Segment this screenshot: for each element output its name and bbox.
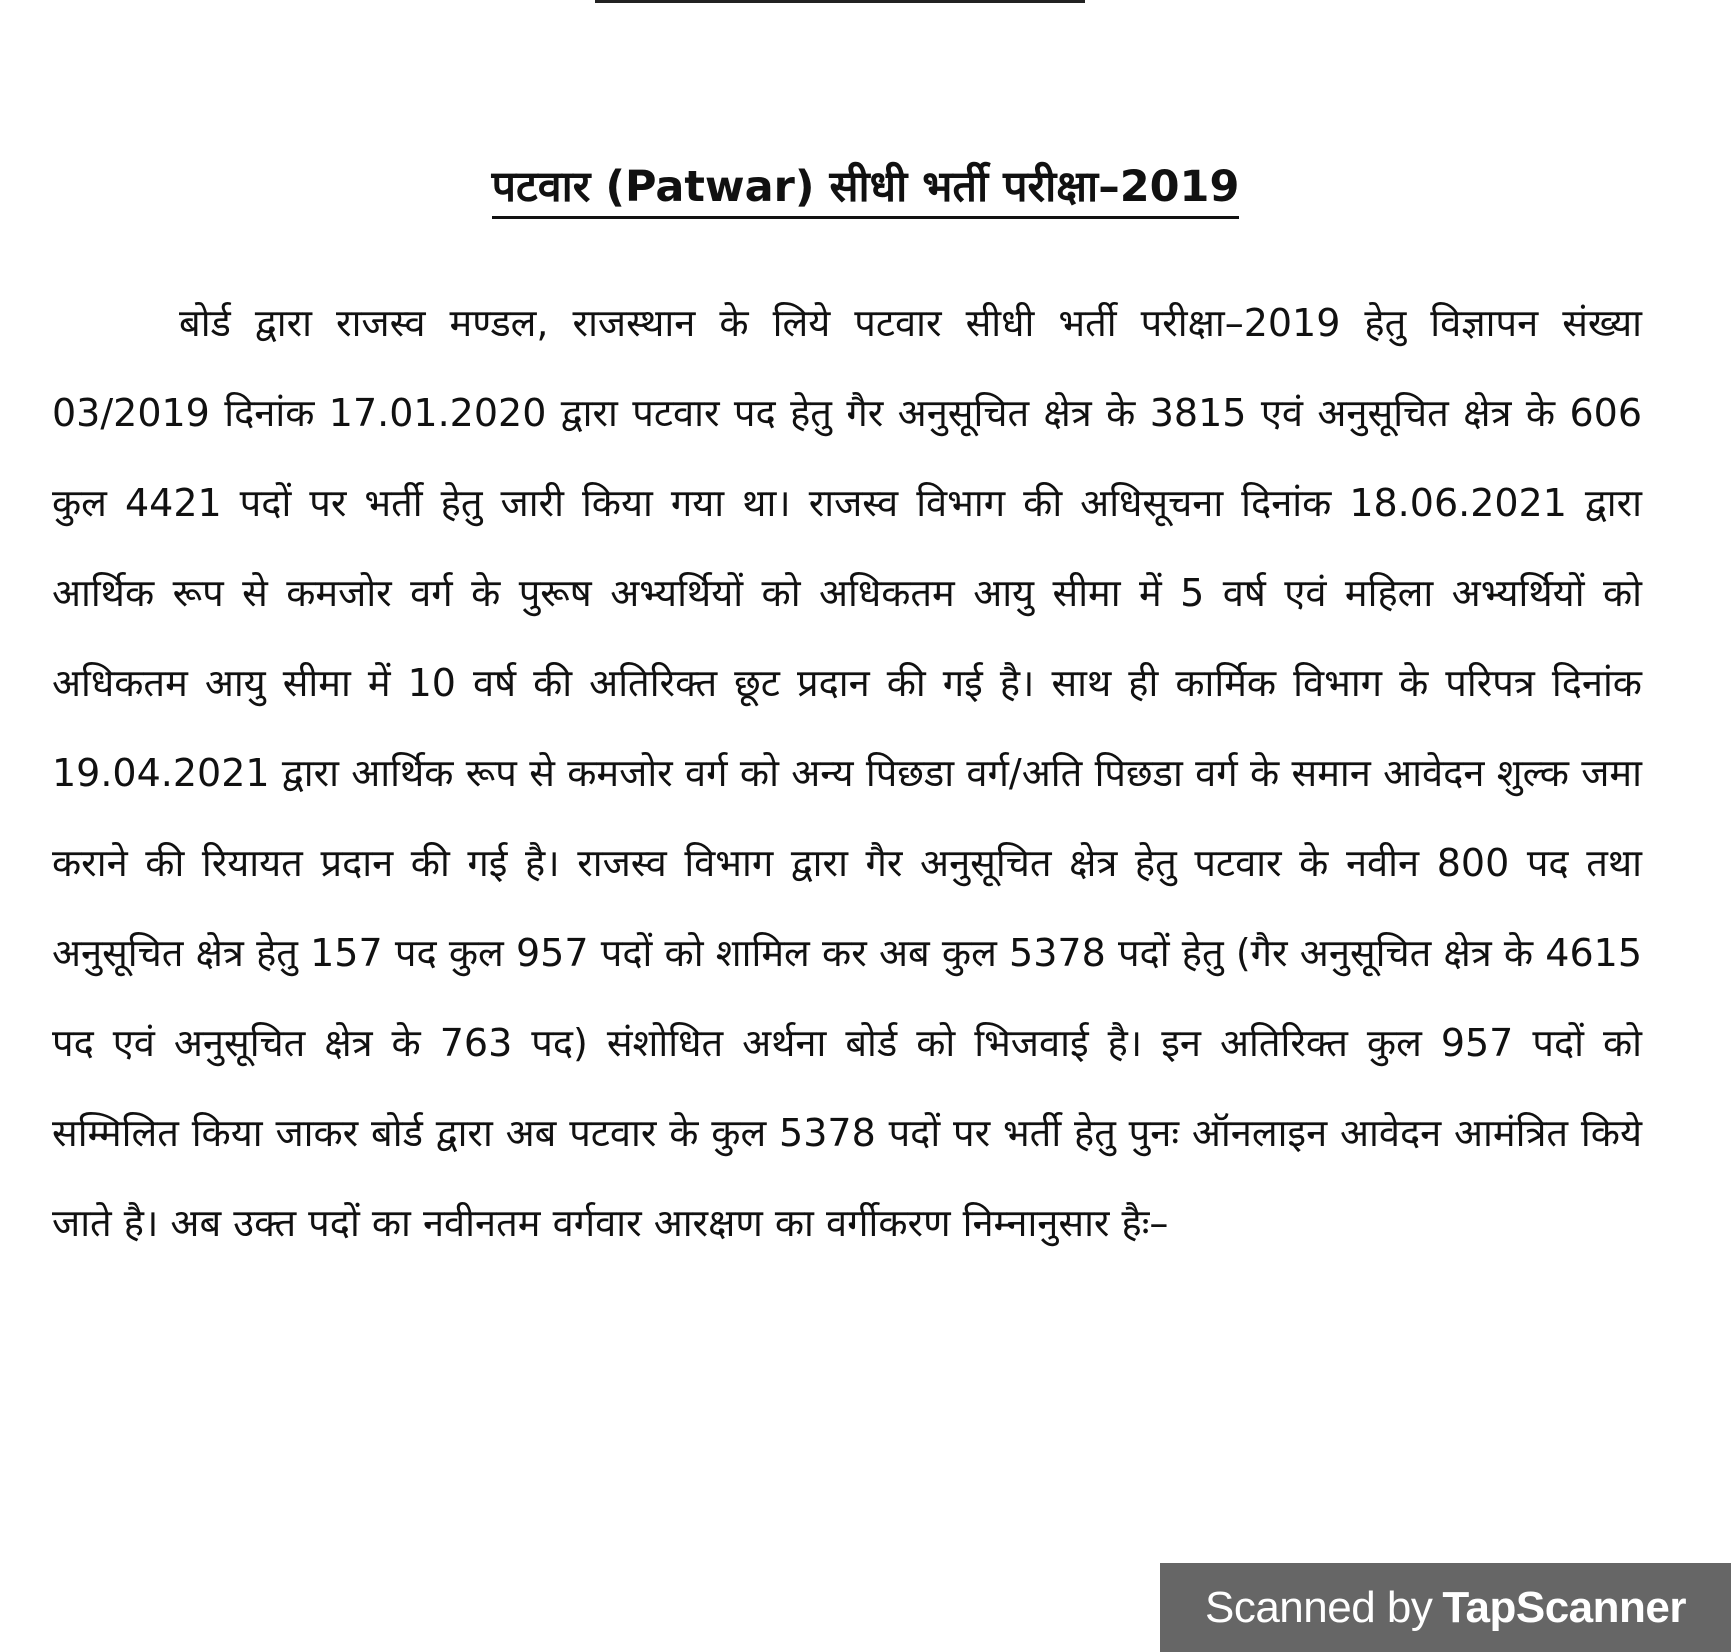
watermark-prefix: Scanned by — [1204, 1582, 1433, 1632]
scanner-watermark — [1160, 1563, 1731, 1652]
document-title-text: पटवार (Patwar) सीधी भर्ती परीक्षा–2019 — [492, 162, 1240, 219]
body-paragraph: बोर्ड द्वारा राजस्व मण्डल, राजस्थान के लिये पटवार सीधी भर्ती परीक्षा–2019 हेतु विज्ञापन संख्या 03/2019 दिनांक 17.01.2020 द्वारा पटवार पद हेतु गैर अनुसूचित क्षेत्र के 3815 एवं अनुसूचित क्षेत्र के 606 कुल 4421 पदों पर भर्ती हेतु जारी किया गया था। राजस्व विभाग की अधिसूचना दिनांक 18.06.2021 द्वारा आर्थिक रूप से कमजोर वर्ग के पुरूष अभ्यर्थियों को अधिकतम आयु सीमा में 5 वर्ष एवं महिला अभ्यर्थियों को अधिकतम आयु सीमा में 10 वर्ष की अतिरिक्त छूट प्रदान की गई है। साथ ही कार्मिक विभाग के परिपत्र दिनांक 19.04.2021 द्वारा आर्थिक रूप से कमजोर वर्ग को अन्य पिछडा वर्ग/अति पिछडा वर्ग के समान आवेदन शुल्क जमा कराने की रियायत प्रदान की गई है। राजस्व विभाग द्वारा गैर अनुसूचित क्षेत्र हेतु पटवार के नवीन 800 पद तथा अनुसूचित क्षेत्र हेतु 157 पद कुल 957 पदों को शामिल कर अब कुल 5378 पदों हेतु (गैर अनुसूचित क्षेत्र के 4615 पद एवं अनुसूचित क्षेत्र के 763 पद) संशोधित अर्थना बोर्ड को भिजवाई है। इन अतिरिक्त कुल 957 पदों को सम्मिलित किया जाकर बोर्ड द्वारा अब पटवार के कुल 5378 पदों पर भर्ती हेतु पुनः ऑनलाइन आवेदन आमंत्रित किये जाते है। अब उक्त पदों का नवीनतम वर्गवार आरक्षण का वर्गीकरण निम्नानुसार हैः– — [52, 301, 1642, 1245]
document-title — [0, 157, 1731, 217]
top-cut-heading-rule — [595, 0, 1085, 3]
watermark-brand: TapScanner — [1442, 1582, 1686, 1632]
